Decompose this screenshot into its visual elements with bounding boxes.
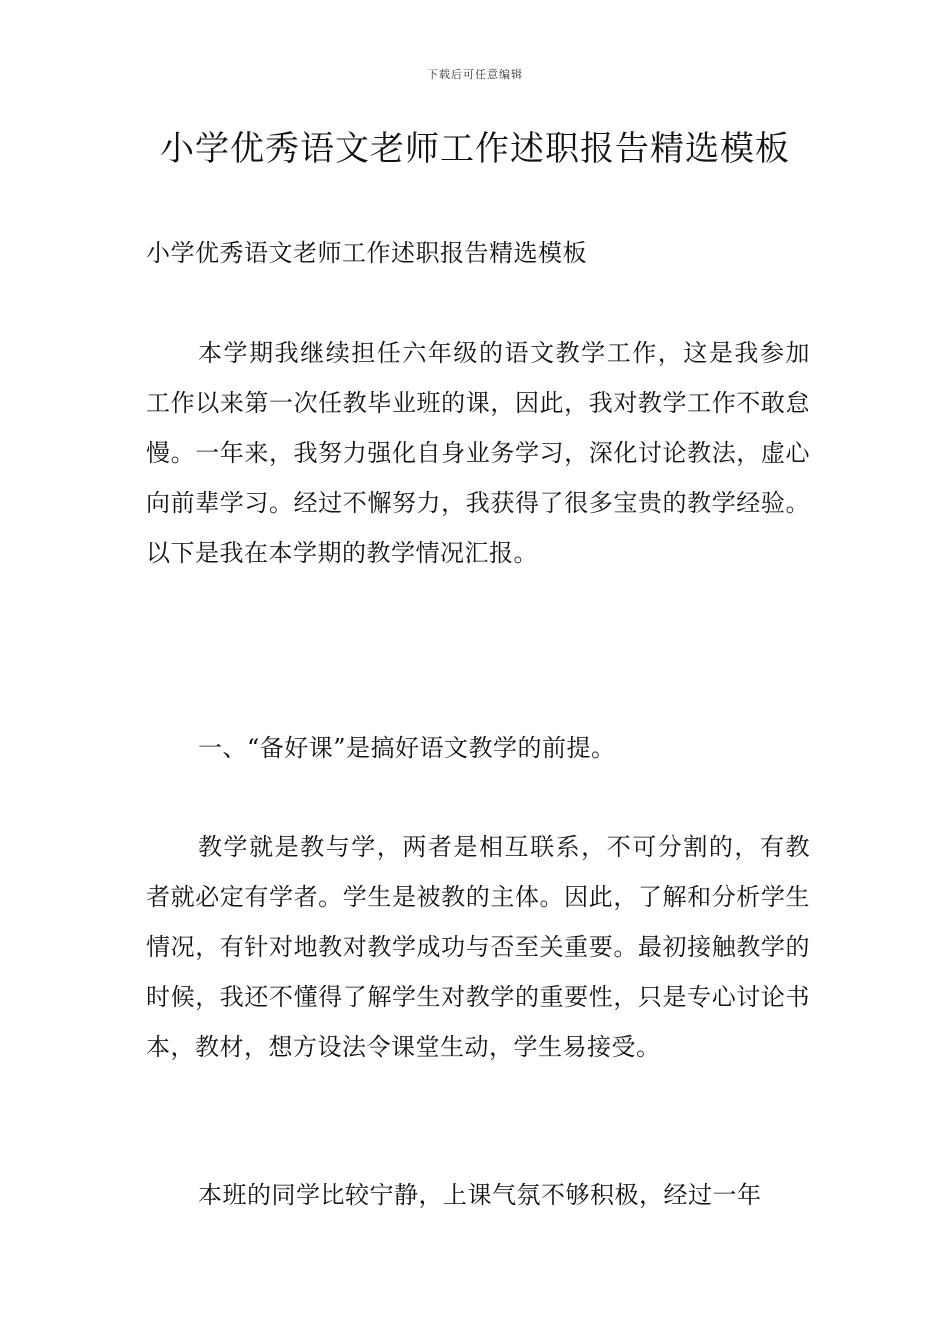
paragraph-continued: 本班的同学比较宁静，上课气氛不够积极，经过一年 xyxy=(198,1181,762,1209)
section-heading: 一、“备好课”是搞好语文教学的前提。 xyxy=(198,734,616,762)
header-note: 下载后可任意编辑 xyxy=(427,68,523,81)
document-title: 小学优秀语文老师工作述职报告精选模板 xyxy=(160,129,790,169)
document-subtitle: 小学优秀语文老师工作述职报告精选模板 xyxy=(146,239,587,267)
paragraph-intro: 本学期我继续担任六年级的语文教学工作，这是我参加工作以来第一次任教毕业班的课，因此，我对教学工作不敢怠慢。一年来，我努力强化自身业务学习，深化讨论教法，虚心向前辈学习。经过不懈努力，我获得了很多宝贵的教学经验。以下是我在本学期的教学情况汇报。 xyxy=(146,339,810,567)
paragraph-body: 教学就是教与学，两者是相互联系，不可分割的，有教者就必定有学者。学生是被教的主体。因此，了解和分析学生情况，有针对地教对教学成功与否至关重要。最初接触教学的时候，我还不懂得了解学生对教学的重要性，只是专心讨论书本，教材，想方设法令课堂生动，学生易接受。 xyxy=(146,833,810,1061)
